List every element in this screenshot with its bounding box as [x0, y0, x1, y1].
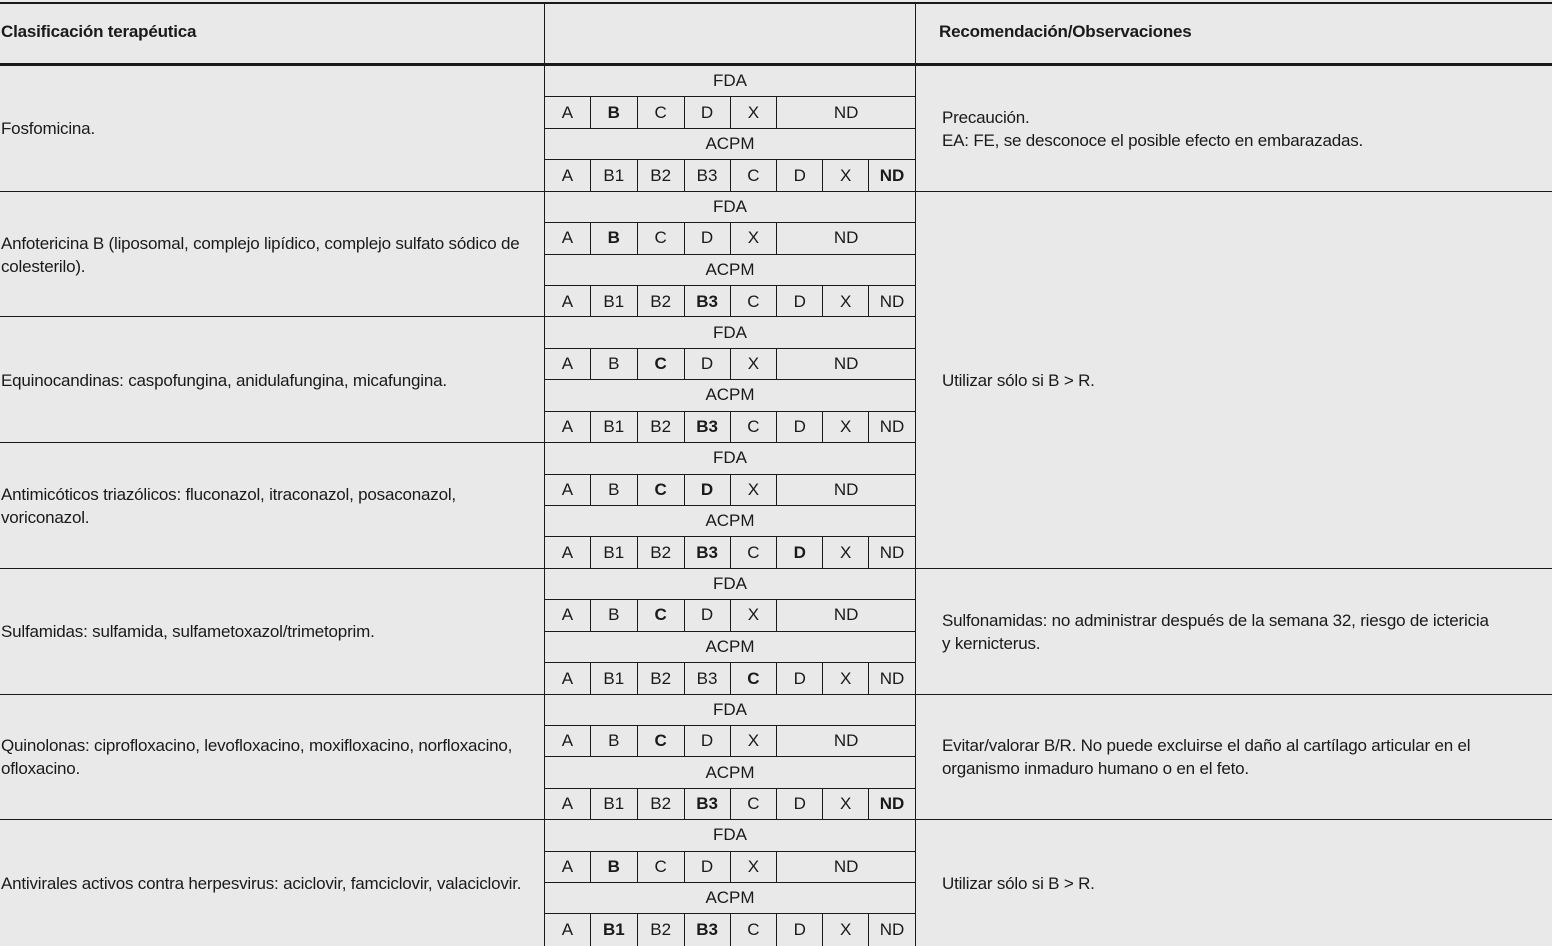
observation-cell	[942, 820, 1522, 946]
fda-label-row	[545, 192, 915, 223]
acpm-category-cell: B1	[591, 160, 638, 191]
pregnancy-category-grid	[544, 317, 915, 443]
fda-label: FDA	[713, 699, 747, 719]
acpm-category-cell: D	[777, 914, 823, 945]
fda-category-row	[545, 726, 915, 757]
acpm-label-row	[545, 129, 915, 160]
fda-category-cell: D	[685, 726, 731, 756]
acpm-category-cell: B1	[591, 663, 638, 694]
acpm-category-cell: D	[777, 663, 823, 694]
observation-line: Sulfonamidas: no administrar después de la semana 32, riesgo de ictericia	[942, 610, 1489, 630]
acpm-category-row	[545, 412, 915, 443]
row-rule	[0, 191, 1552, 192]
acpm-category-cell: B3	[685, 160, 731, 191]
drug-classification-text: Quinolonas: ciprofloxacino, levofloxacino, moxifloxacino, norfloxacino, ofloxacino.	[1, 736, 513, 779]
acpm-category-cell: X	[823, 537, 869, 568]
fda-category-cell: C	[638, 600, 685, 630]
drug-classification-cell	[1, 695, 531, 821]
acpm-category-cell: X	[823, 412, 869, 443]
fda-category-cell: D	[685, 97, 731, 127]
observation-cell	[942, 695, 1522, 821]
fda-category-cell: D	[685, 475, 731, 505]
acpm-category-cell: A	[545, 663, 591, 694]
fda-category-cell: ND	[833, 605, 859, 625]
fda-category-row	[545, 600, 915, 631]
acpm-category-row	[545, 789, 915, 820]
fda-label: FDA	[713, 196, 747, 216]
fda-label: FDA	[713, 825, 747, 845]
acpm-category-cell: A	[545, 537, 591, 568]
acpm-category-cell: C	[731, 286, 778, 317]
pregnancy-category-grid	[544, 820, 915, 946]
observation-line: Utilizar sólo si B > R.	[942, 370, 1095, 390]
pregnancy-category-grid	[544, 695, 915, 821]
header-classification: Clasificación terapéutica	[1, 22, 197, 41]
fda-category-cell: A	[545, 852, 591, 882]
fda-category-cell: A	[545, 475, 591, 505]
drug-classification-cell	[1, 66, 531, 192]
acpm-category-cell: A	[545, 914, 591, 945]
acpm-label: ACPM	[705, 385, 755, 405]
fda-category-cell: B	[591, 475, 638, 505]
fda-category-row	[545, 349, 915, 380]
drug-classification-text: Sulfamidas: sulfamida, sulfametoxazol/trimetoprim.	[1, 622, 375, 642]
acpm-category-cell: B3	[685, 286, 731, 317]
acpm-category-cell: D	[777, 789, 823, 820]
fda-category-cell: ND	[833, 856, 859, 876]
row-rule	[0, 819, 1552, 820]
drug-classification-text: Antivirales activos contra herpesvirus: aciclovir, famciclovir, valaciclovir.	[1, 873, 522, 893]
fda-category-cell: B	[591, 97, 638, 127]
acpm-category-cell: ND	[879, 543, 905, 563]
drug-classification-cell	[1, 192, 531, 318]
row-rule	[0, 568, 1552, 569]
acpm-category-cell: B1	[591, 412, 638, 443]
observation-cell	[942, 569, 1522, 695]
acpm-category-row	[545, 914, 915, 945]
acpm-category-cell: B2	[638, 914, 685, 945]
fda-category-cell: A	[545, 97, 591, 127]
acpm-category-cell: ND	[879, 794, 905, 814]
fda-category-cell: C	[638, 223, 685, 253]
acpm-category-cell: C	[731, 412, 778, 443]
fda-label: FDA	[713, 322, 747, 342]
drug-classification-text: Antimicóticos triazólicos: fluconazol, itraconazol, posaconazol, voriconazol.	[1, 484, 456, 527]
drug-classification-text: Equinocandinas: caspofungina, anidulafungina, micafungina.	[1, 370, 447, 390]
acpm-category-cell: A	[545, 160, 591, 191]
acpm-label-row	[545, 506, 915, 537]
observation-cell	[942, 66, 1522, 192]
fda-category-cell: C	[638, 475, 685, 505]
fda-category-cell: X	[731, 852, 778, 882]
acpm-category-cell: B1	[591, 914, 638, 945]
fda-category-cell: X	[731, 223, 778, 253]
fda-category-cell: X	[731, 349, 778, 379]
column-divider	[915, 3, 916, 946]
acpm-label-row	[545, 883, 915, 914]
drug-classification-text: Anfotericina B (liposomal, complejo lipídico, complejo sulfato sódico de colesterilo).	[1, 233, 520, 276]
acpm-category-cell: D	[777, 160, 823, 191]
acpm-category-cell: X	[823, 914, 869, 945]
pregnancy-category-grid	[544, 192, 915, 318]
acpm-category-cell: ND	[879, 668, 905, 688]
acpm-label: ACPM	[705, 636, 755, 656]
acpm-category-cell: B3	[685, 663, 731, 694]
fda-category-cell: ND	[833, 479, 859, 499]
fda-category-cell: B	[591, 600, 638, 630]
drug-classification-cell	[1, 820, 531, 946]
fda-category-cell: ND	[833, 354, 859, 374]
drug-classification-cell	[1, 443, 531, 569]
acpm-category-cell: B2	[638, 537, 685, 568]
column-divider	[544, 3, 545, 65]
acpm-category-cell: ND	[879, 920, 905, 940]
fda-category-cell: B	[591, 223, 638, 253]
observation-line: Evitar/valorar B/R. No puede excluirse el daño al cartílago articular en el	[942, 736, 1471, 756]
acpm-category-row	[545, 537, 915, 568]
acpm-category-cell: A	[545, 412, 591, 443]
acpm-category-row	[545, 663, 915, 694]
acpm-category-cell: B2	[638, 286, 685, 317]
acpm-category-cell: B3	[685, 914, 731, 945]
acpm-category-cell: X	[823, 286, 869, 317]
fda-category-cell: C	[638, 726, 685, 756]
row-rule	[0, 694, 1552, 695]
drug-classification-cell	[1, 317, 531, 443]
fda-category-cell: B	[591, 852, 638, 882]
acpm-category-cell: ND	[879, 291, 905, 311]
fda-label: FDA	[713, 574, 747, 593]
fda-category-cell: A	[545, 726, 591, 756]
acpm-label: ACPM	[705, 511, 755, 531]
acpm-category-cell: X	[823, 789, 869, 820]
acpm-category-cell: C	[731, 537, 778, 568]
acpm-category-row	[545, 160, 915, 191]
fda-category-cell: X	[731, 97, 778, 127]
fda-category-cell: D	[685, 600, 731, 630]
observation-cell	[942, 192, 1522, 569]
acpm-category-cell: A	[545, 286, 591, 317]
fda-category-cell: X	[731, 726, 778, 756]
fda-category-cell: D	[685, 852, 731, 882]
acpm-label-row	[545, 255, 915, 286]
fda-category-row	[545, 223, 915, 254]
fda-label: FDA	[713, 71, 747, 91]
acpm-label: ACPM	[705, 888, 755, 908]
fda-category-row	[545, 852, 915, 883]
fda-category-cell: A	[545, 223, 591, 253]
observation-line: EA: FE, se desconoce el posible efecto en embarazadas.	[942, 130, 1364, 150]
acpm-label-row	[545, 380, 915, 411]
acpm-category-cell: D	[777, 286, 823, 317]
observation-line: organismo inmaduro humano o en el feto.	[942, 759, 1249, 779]
fda-label-row	[545, 569, 915, 600]
acpm-category-cell: B2	[638, 663, 685, 694]
fda-category-cell: D	[685, 223, 731, 253]
acpm-category-cell: B3	[685, 537, 731, 568]
acpm-category-cell: X	[823, 663, 869, 694]
fda-category-row	[545, 97, 915, 128]
acpm-category-cell: C	[731, 160, 778, 191]
fda-label-row	[545, 66, 915, 97]
fda-category-cell: X	[731, 600, 778, 630]
fda-category-cell: B	[591, 726, 638, 756]
fda-category-cell: ND	[833, 228, 859, 248]
acpm-category-cell: B2	[638, 789, 685, 820]
acpm-category-cell: B1	[591, 286, 638, 317]
drug-classification-text: Fosfomicina.	[1, 119, 95, 139]
acpm-category-cell: B3	[685, 412, 731, 443]
fda-category-cell: C	[638, 852, 685, 882]
acpm-category-cell: A	[545, 789, 591, 820]
fda-label-row	[545, 317, 915, 348]
acpm-category-cell: C	[731, 789, 778, 820]
acpm-category-cell: C	[731, 914, 778, 945]
fda-category-cell: X	[731, 475, 778, 505]
acpm-category-cell: B3	[685, 789, 731, 820]
acpm-category-cell: C	[731, 663, 778, 694]
fda-label-row	[545, 443, 915, 474]
fda-category-cell: A	[545, 600, 591, 630]
observation-line: Precaución.	[942, 107, 1030, 127]
fda-category-row	[545, 475, 915, 506]
observation-line: y kernicterus.	[942, 633, 1041, 653]
acpm-category-cell: B2	[638, 160, 685, 191]
acpm-category-cell: X	[823, 160, 869, 191]
row-rule	[0, 442, 916, 443]
fda-label: FDA	[713, 448, 747, 468]
fda-category-cell: A	[545, 349, 591, 379]
acpm-category-row	[545, 286, 915, 317]
acpm-category-cell: ND	[879, 417, 905, 437]
fda-category-cell: D	[685, 349, 731, 379]
fda-category-cell: ND	[833, 731, 859, 751]
fda-category-cell: C	[638, 97, 685, 127]
acpm-category-cell: B1	[591, 789, 638, 820]
pregnancy-category-grid	[544, 66, 915, 192]
top-rule	[0, 2, 1552, 4]
acpm-category-cell: B1	[591, 537, 638, 568]
acpm-category-cell: ND	[879, 165, 905, 185]
row-rule	[0, 316, 916, 317]
acpm-category-cell: B2	[638, 412, 685, 443]
observation-line: Utilizar sólo si B > R.	[942, 873, 1095, 893]
pregnancy-category-grid	[544, 443, 915, 569]
fda-category-cell: ND	[833, 102, 859, 122]
acpm-category-cell: D	[777, 537, 823, 568]
fda-category-cell: B	[591, 349, 638, 379]
fda-category-cell: C	[638, 349, 685, 379]
fda-label-row	[545, 695, 915, 726]
drug-classification-cell	[1, 569, 531, 695]
acpm-label: ACPM	[705, 134, 755, 154]
acpm-label: ACPM	[705, 259, 755, 279]
header-observations: Recomendación/Observaciones	[939, 22, 1192, 41]
pregnancy-category-grid	[544, 569, 915, 695]
fda-label-row	[545, 820, 915, 851]
acpm-label-row	[545, 757, 915, 788]
acpm-label: ACPM	[705, 762, 755, 782]
acpm-label-row	[545, 632, 915, 663]
acpm-category-cell: D	[777, 412, 823, 443]
